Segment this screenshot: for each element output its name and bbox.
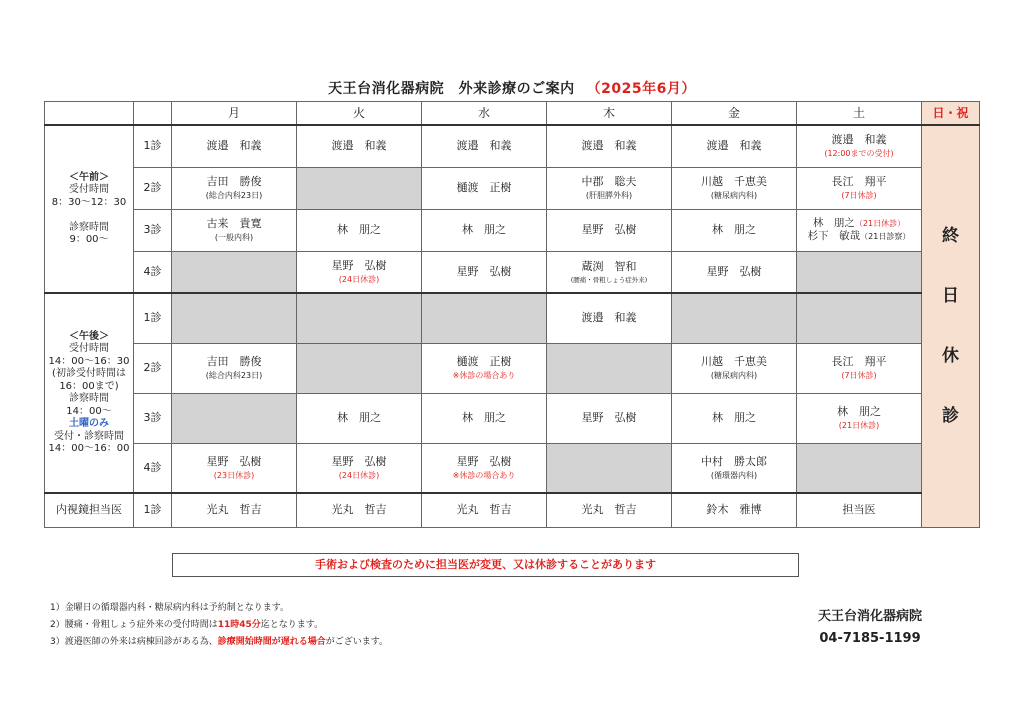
doctor-note: (肝胆膵外科) — [585, 190, 633, 200]
doctor-name: 渡邉 和義 — [331, 139, 387, 153]
doctor-name: 樋渡 正樹 — [456, 355, 512, 369]
empty-slot — [297, 343, 422, 393]
time-line: 8：30～12：30 — [51, 196, 127, 208]
doctor-name: 鈴木 雅博 — [706, 503, 762, 517]
empty-slot — [172, 393, 297, 443]
doctor-note: (糖尿病内科) — [710, 190, 758, 200]
slot-cell — [422, 393, 547, 443]
slot-cell — [297, 443, 422, 493]
slot-cell — [422, 125, 547, 167]
afternoon-time-info — [45, 293, 134, 493]
notice-box: 手術および検査のために担当医が変更、又は休診することがあります — [172, 553, 799, 577]
empty-slot — [797, 251, 922, 293]
endoscopy-label: 内視鏡担当医 — [45, 493, 134, 527]
schedule-table — [44, 101, 980, 528]
hospital-info — [800, 606, 940, 650]
slot-cell — [297, 393, 422, 443]
slot-cell — [797, 125, 922, 167]
page-title — [0, 78, 1024, 98]
slot-cell — [172, 125, 297, 167]
slot-cell — [672, 443, 797, 493]
holiday-text — [922, 206, 979, 446]
slot-cell — [672, 167, 797, 209]
doctor-name: 樋渡 正樹 — [456, 181, 512, 195]
empty-slot — [422, 293, 547, 343]
slot-cell — [797, 393, 922, 443]
empty-slot — [672, 293, 797, 343]
slot-cell — [547, 167, 672, 209]
table-row — [45, 251, 980, 293]
table-row — [45, 393, 980, 443]
slot-cell — [672, 251, 797, 293]
slot-cell — [547, 209, 672, 251]
empty-slot — [172, 293, 297, 343]
doctor-name: 星野 弘樹 — [581, 223, 637, 237]
time-line — [45, 209, 133, 222]
doctor-note: (総合内科23日) — [205, 370, 263, 380]
time-line: 診察時間 — [69, 221, 109, 233]
time-line: 14：00～ — [66, 405, 112, 417]
slot-cell — [797, 209, 922, 251]
slot-cell — [422, 443, 547, 493]
time-line: 14：00～16：00 — [48, 443, 130, 454]
slot-cell — [172, 443, 297, 493]
empty-slot — [297, 167, 422, 209]
morning-time-info — [45, 125, 134, 293]
room-number: 2診 — [134, 167, 172, 209]
day-header: 月 — [172, 102, 297, 126]
footnote-highlight: 診療開始時間が遅れる場合 — [217, 637, 326, 647]
holiday-column — [922, 125, 980, 527]
doctor-name: 蔵渕 智和 — [581, 259, 637, 273]
doctor-note: ※休診の場合あり — [452, 370, 516, 380]
schedule-note: （21日診察） — [860, 232, 911, 241]
doctor-name: 光丸 哲吉 — [456, 503, 512, 517]
empty-slot — [297, 293, 422, 343]
room-number: 2診 — [134, 343, 172, 393]
endoscopy-row — [45, 493, 980, 527]
slot-cell — [172, 343, 297, 393]
day-header: 金 — [672, 102, 797, 126]
doctor-note: (糖尿病内科) — [710, 370, 758, 380]
day-header: 土 — [797, 102, 922, 126]
doctor-note: (23日休診) — [213, 470, 255, 480]
slot-cell — [297, 493, 422, 527]
doctor-name: 星野 弘樹 — [456, 264, 512, 278]
doctor-note: (総合内科23日) — [205, 190, 263, 200]
doctor-name: 川越 千恵美 — [701, 175, 767, 189]
empty-slot — [547, 343, 672, 393]
time-line: 9：00～ — [69, 234, 109, 245]
footnote: 2）腰痛・骨粗しょう症外来の受付時間は11時45分迄となります。 — [50, 620, 324, 630]
doctor-name: 光丸 哲吉 — [206, 503, 262, 517]
doctor-note: (12:00までの受付) — [824, 149, 894, 159]
slot-cell — [672, 125, 797, 167]
doctor-name: 中村 勝太郎 — [701, 454, 767, 468]
doctor-name: 川越 千恵美 — [701, 355, 767, 369]
doctor-name: 渡邉 和義 — [581, 139, 637, 153]
table-row — [45, 167, 980, 209]
time-line: (初診受付時間は — [52, 368, 126, 379]
doctor-name: 吉田 勝俊 — [206, 355, 262, 369]
slot-cell — [672, 343, 797, 393]
footnote: 3）渡邉医師の外来は病棟回診がある為、診療開始時間が遅れる場合がございます。 — [50, 637, 389, 647]
doctor-name: 星野 弘樹 — [206, 454, 262, 468]
doctor-note: (腰痛・骨粗しょう症外来) — [570, 275, 648, 284]
empty-slot — [797, 293, 922, 343]
doctor-name: 星野 弘樹 — [331, 258, 387, 272]
time-line: 診察時間 — [69, 393, 109, 404]
slot-cell — [172, 209, 297, 251]
room-number: 4診 — [134, 251, 172, 293]
session-label: ＜午後＞ — [69, 330, 109, 342]
slot-cell — [172, 493, 297, 527]
doctor-name: 星野 弘樹 — [456, 454, 512, 468]
doctor-name: 長江 翔平 — [831, 175, 887, 189]
time-line: 14：00～16：30 — [48, 355, 130, 367]
doctor-note: ※休診の場合あり — [452, 470, 516, 480]
slot-cell — [297, 125, 422, 167]
doctor-note: (21日休診) — [838, 420, 880, 430]
slot-cell — [422, 251, 547, 293]
doctor-name: 星野 弘樹 — [331, 454, 387, 468]
table-row — [45, 293, 980, 343]
slot-cell — [422, 343, 547, 393]
footnote: 1）金曜日の循環器内科・糖尿病内科は予約制となります。 — [50, 603, 290, 613]
header-row — [45, 102, 980, 126]
doctor-line: 杉下 敏哉（21日診察） — [807, 230, 911, 242]
doctor-name: 星野 弘樹 — [581, 411, 637, 425]
doctor-name: 吉田 勝俊 — [206, 175, 262, 189]
session-label: ＜午前＞ — [69, 171, 109, 183]
doctor-name: 中郡 聡夫 — [581, 175, 637, 189]
room-number: 1診 — [134, 293, 172, 343]
doctor-name: 林 朋之 — [462, 223, 506, 237]
room-number: 1診 — [134, 125, 172, 167]
doctor-name: 光丸 哲吉 — [581, 503, 637, 517]
table-row — [45, 443, 980, 493]
hospital-name: 天王台消化器病院 — [817, 609, 922, 624]
doctor-note: (24日休診) — [338, 470, 380, 480]
empty-slot — [797, 443, 922, 493]
doctor-name: 林 朋之 — [712, 411, 756, 425]
schedule-note: （21日休診） — [854, 218, 906, 228]
holiday-char: 終 — [942, 226, 959, 247]
time-line: 16：00まで) — [59, 380, 119, 392]
slot-cell — [547, 393, 672, 443]
slot-cell — [547, 293, 672, 343]
slot-cell — [547, 493, 672, 527]
slot-cell — [297, 251, 422, 293]
doctor-note: (一般内科) — [214, 232, 254, 242]
empty-slot — [172, 251, 297, 293]
day-header: 木 — [547, 102, 672, 126]
slot-cell — [797, 167, 922, 209]
doctor-name: 林 朋之 — [837, 405, 881, 419]
doctor-name: 渡邉 和義 — [456, 139, 512, 153]
day-header: 水 — [422, 102, 547, 126]
doctor-name: 渡邉 和義 — [706, 139, 762, 153]
table-row — [45, 125, 980, 167]
doctor-name: 星野 弘樹 — [706, 264, 762, 278]
doctor-name: 渡邉 和義 — [206, 139, 262, 153]
doctor-name: 渡邉 和義 — [831, 133, 887, 147]
room-number: 3診 — [134, 209, 172, 251]
slot-cell — [547, 125, 672, 167]
doctor-name: 渡邉 和義 — [581, 311, 637, 325]
slot-cell — [672, 393, 797, 443]
doctor-name: 林 朋之 — [712, 223, 756, 237]
time-line: 受付・診察時間 — [54, 430, 124, 442]
holiday-header: 日・祝 — [922, 102, 980, 126]
doctor-name: 林 朋之 — [337, 411, 381, 425]
empty-slot — [547, 443, 672, 493]
slot-cell — [797, 343, 922, 393]
hospital-phone: 04-7185-1199 — [819, 631, 921, 646]
slot-cell — [672, 209, 797, 251]
slot-cell — [547, 251, 672, 293]
footnotes — [50, 600, 388, 651]
doctor-note: (7日休診) — [841, 190, 877, 200]
doctor-note: (24日休診) — [338, 274, 380, 284]
room-number: 4診 — [134, 443, 172, 493]
doctor-name: 長江 翔平 — [831, 355, 887, 369]
slot-cell — [422, 493, 547, 527]
doctor-note: (7日休診) — [841, 370, 877, 380]
doctor-name: 担当医 — [842, 503, 876, 517]
doctor-name: 林 朋之 — [462, 411, 506, 425]
time-line: 受付時間 — [69, 343, 109, 354]
holiday-char: 日 — [942, 286, 959, 307]
title-month: （2025年6月） — [586, 81, 696, 97]
saturday-label: 土曜のみ — [69, 418, 109, 429]
doctor-name: 林 朋之 — [337, 223, 381, 237]
corner-cell — [45, 102, 134, 126]
room-number: 1診 — [134, 493, 172, 527]
time-line: 受付時間 — [69, 184, 109, 195]
holiday-char: 休 — [942, 346, 959, 367]
footnote-highlight: 11時45分 — [217, 620, 261, 630]
doctor-line: 林 朋之（21日休診） — [812, 216, 906, 229]
slot-cell — [297, 209, 422, 251]
holiday-char: 診 — [942, 406, 959, 427]
room-number: 3診 — [134, 393, 172, 443]
doctor-name: 古来 貴寛 — [206, 217, 262, 231]
title-main: 天王台消化器病院 外来診療のご案内 — [328, 81, 575, 97]
corner-cell — [134, 102, 172, 126]
doctor-name: 光丸 哲吉 — [331, 503, 387, 517]
table-row — [45, 209, 980, 251]
doctor-note: (循環器内科) — [710, 470, 758, 480]
slot-cell — [172, 167, 297, 209]
slot-cell — [797, 493, 922, 527]
day-header: 火 — [297, 102, 422, 126]
table-row — [45, 343, 980, 393]
slot-cell — [422, 209, 547, 251]
slot-cell — [672, 493, 797, 527]
slot-cell — [422, 167, 547, 209]
